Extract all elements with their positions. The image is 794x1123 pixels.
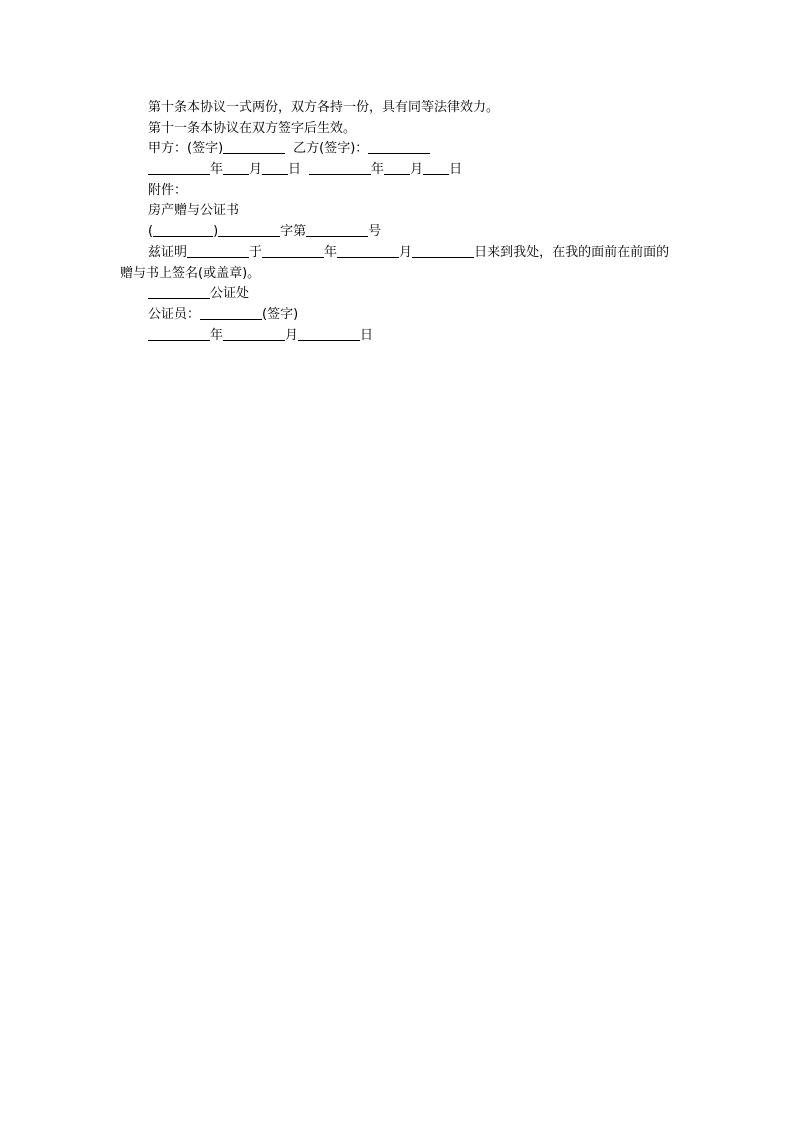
party-a-year-blank [148, 161, 210, 175]
party-b-year-blank [309, 161, 371, 175]
party-a-day-label: 日 [288, 162, 302, 178]
notary-sign-label: (签字) [262, 306, 299, 322]
final-month-label: 月 [285, 327, 299, 343]
certificate-title-text: 房产赠与公证书 [148, 203, 240, 219]
final-date-line [120, 326, 680, 347]
notary-signature-blank [200, 306, 262, 320]
certificate-number [120, 222, 680, 243]
party-b-signature-blank [368, 140, 430, 154]
final-day-label: 日 [360, 327, 374, 343]
party-b-label: 乙方(签字)： [293, 141, 369, 157]
cert-body-month-label: 月 [399, 244, 413, 260]
attachment-heading [120, 181, 680, 202]
party-a-label: 甲方：(签字) [148, 141, 224, 157]
certificate-title [120, 201, 680, 222]
cert-no-mid-label: 字第 [280, 224, 307, 240]
cert-body-year-label: 年 [324, 244, 338, 260]
cert-body-month-blank [337, 244, 399, 258]
party-b-year-label: 年 [371, 162, 385, 178]
cert-body-at: 于 [249, 244, 263, 260]
notary-office-line [120, 284, 680, 305]
cert-body-rest: 日来到我处，在我的面前在前面的赠与书上签名(或盖章)。 [120, 244, 670, 281]
cert-no-end-label: 号 [368, 224, 382, 240]
cert-no-word-blank [218, 223, 280, 237]
article-10 [120, 98, 680, 119]
certificate-body [120, 243, 680, 284]
notary-label: 公证员： [148, 306, 201, 322]
notary-signature-line [120, 305, 680, 326]
party-b-month-blank [384, 161, 410, 175]
notary-office-label: 公证处 [210, 286, 250, 302]
cert-body-name-blank [187, 244, 249, 258]
cert-body-year-blank [262, 244, 324, 258]
party-a-year-label: 年 [210, 162, 224, 178]
final-month-blank [223, 327, 285, 341]
cert-no-prefix-blank [153, 223, 213, 237]
cert-no-close-paren: ) [213, 224, 219, 240]
cert-no-number-blank [306, 223, 368, 237]
cert-body-day-blank [412, 244, 474, 258]
final-day-blank [298, 327, 360, 341]
party-a-month-label: 月 [249, 162, 263, 178]
attachment-label: 附件： [148, 182, 188, 198]
final-year-blank [148, 327, 210, 341]
article-11-text: 第十一条本协议在双方签字后生效。 [148, 120, 357, 136]
party-a-signature-blank [223, 140, 285, 154]
party-a-day-blank [262, 161, 288, 175]
party-b-day-label: 日 [449, 162, 463, 178]
party-b-day-blank [423, 161, 449, 175]
article-11 [120, 119, 680, 140]
signature-line [120, 139, 680, 160]
signature-date-line [120, 160, 680, 181]
party-b-month-label: 月 [410, 162, 424, 178]
document-body [120, 98, 680, 346]
final-year-label: 年 [210, 327, 224, 343]
notary-office-blank [148, 285, 210, 299]
party-a-month-blank [223, 161, 249, 175]
article-10-text: 第十条本协议一式两份，双方各持一份，具有同等法律效力。 [148, 100, 500, 115]
cert-no-open-paren: ( [148, 224, 154, 240]
cert-body-intro: 兹证明 [148, 244, 188, 260]
